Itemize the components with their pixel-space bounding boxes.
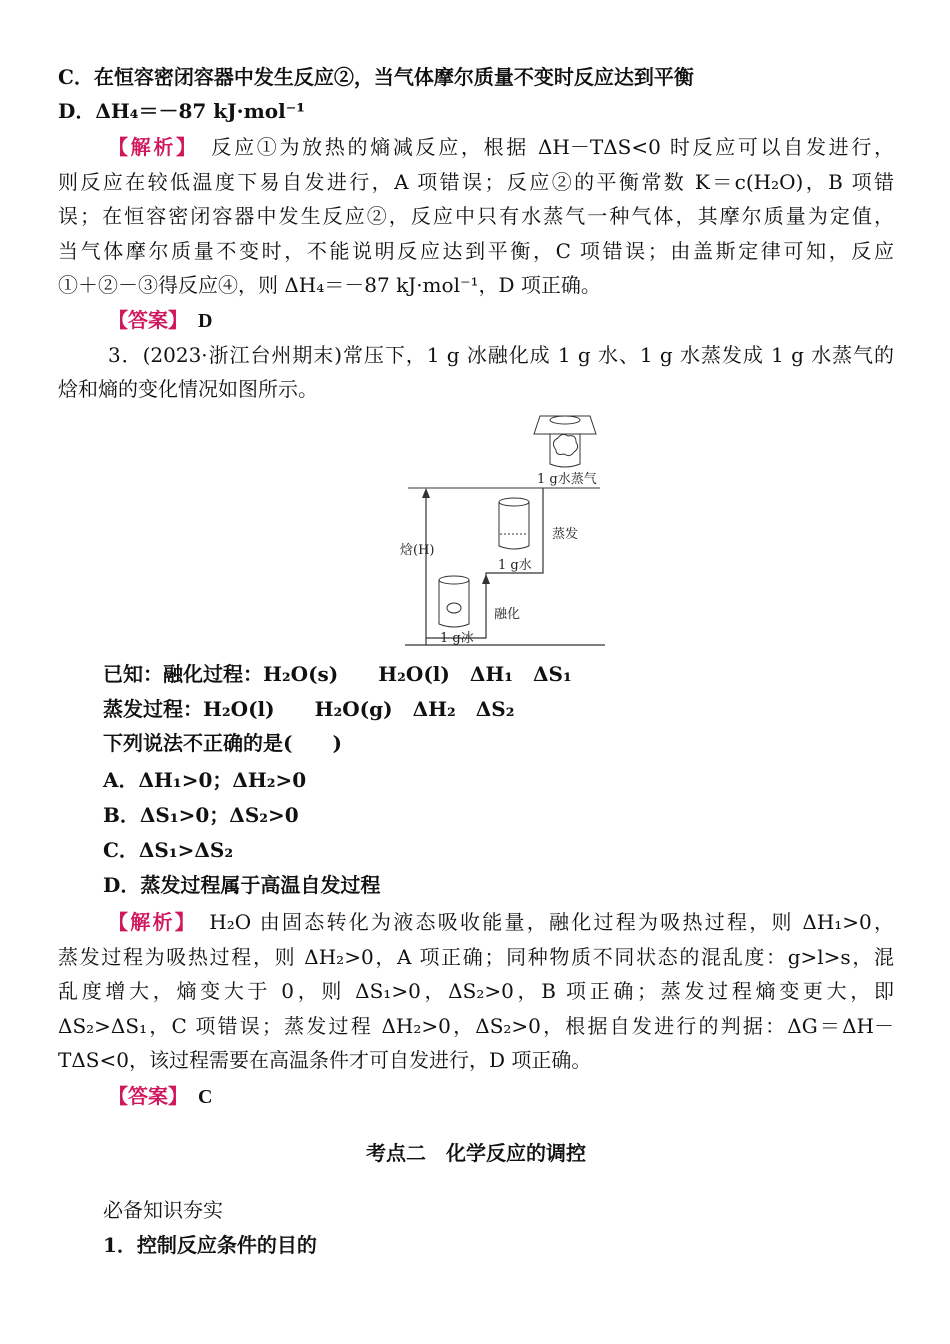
section-item-1: 1．控制反应条件的目的 (103, 1233, 317, 1257)
label-vapor: 1 g水蒸气 (537, 472, 597, 487)
q3-stem-line1: 3．(2023·浙江台州期末)常压下，1 g 冰融化成 1 g 水、1 g 水蒸发成 1 g 水蒸气的 (108, 343, 894, 367)
label-water: 1 g水 (498, 558, 532, 573)
axis-label: 焓(H) (400, 543, 435, 558)
label-melt: 融化 (494, 607, 521, 622)
explain1-line1: 【解析】 反应①为放热的熵减反应，根据 ΔH－TΔS<0 时反应可以自发进行， (108, 135, 895, 159)
q3-question: 下列说法不正确的是( ) (103, 731, 342, 755)
section-subtitle: 必备知识夯实 (103, 1198, 223, 1222)
explain1-line3: 误；在恒容密闭容器中发生反应②，反应中只有水蒸气一种气体，其摩尔质量为定值， (58, 204, 894, 228)
option-d-prev: D．ΔH₄＝－87 kJ·mol⁻¹ (58, 99, 306, 123)
q3-option-b: B．ΔS₁>0；ΔS₂>0 (103, 803, 299, 827)
label-evap: 蒸发 (552, 527, 579, 542)
ice-beaker (439, 576, 469, 627)
explain2-line4: ΔS₂>ΔS₁，C 项错误；蒸发过程 ΔH₂>0，ΔS₂>0，根据自发进行的判据：ΔG＝ΔH－ (58, 1014, 894, 1038)
explain2-line5: TΔS<0，该过程需要在高温条件才可自发进行，D 项正确。 (58, 1048, 592, 1072)
q3-stem-line2: 焓和熵的变化情况如图所示。 (58, 377, 318, 401)
answer-tag: 【答案】 (108, 308, 178, 332)
explain-tag: 【解析】 (108, 135, 189, 159)
q3-option-d: D．蒸发过程属于高温自发过程 (103, 873, 381, 897)
q3-option-a: A．ΔH₁>0；ΔH₂>0 (103, 768, 307, 792)
water-beaker (499, 498, 529, 549)
explain2-line3: 乱度增大，熵变大于 0，则 ΔS₁>0，ΔS₂>0，B 项正确；蒸发过程熵变更大，即 (58, 979, 894, 1003)
option-c-prev: C．在恒容密闭容器中发生反应②，当气体摩尔质量不变时反应达到平衡 (58, 65, 694, 89)
answer-value: D (198, 310, 213, 332)
q3-option-c: C．ΔS₁>ΔS₂ (103, 838, 234, 862)
explain-tag: 【解析】 (108, 910, 188, 934)
answer2 (108, 1079, 944, 1114)
known-melt: 已知：融化过程：H₂O(s) H₂O(l) ΔH₁ ΔS₁ (103, 662, 572, 686)
explain2-line2: 蒸发过程为吸热过程，则 ΔH₂>0，A 项正确；同种物质不同状态的混乱度：g>l>s，混 (58, 945, 894, 969)
explain2-line1: 【解析】 H₂O 由固态转化为液态吸收能量，融化过程为吸热过程，则 ΔH₁>0， (108, 910, 895, 934)
answer1 (108, 303, 944, 338)
section-title: 考点二 化学反应的调控 (366, 1141, 586, 1165)
vapor-beaker (534, 416, 596, 467)
label-ice: 1 g冰 (440, 631, 474, 646)
answer-tag: 【答案】 (108, 1084, 178, 1108)
explain1-line5: ①＋②－③得反应④，则 ΔH₄＝－87 kJ·mol⁻¹，D 项正确。 (58, 273, 601, 297)
enthalpy-figure (400, 406, 610, 652)
explain1-line4: 当气体摩尔质量不变时，不能说明反应达到平衡，C 项错误；由盖斯定律可知，反应 (58, 239, 894, 263)
known-evap: 蒸发过程：H₂O(l) H₂O(g) ΔH₂ ΔS₂ (103, 697, 515, 721)
answer-value: C (198, 1086, 213, 1108)
explain1-line2: 则反应在较低温度下易自发进行，A 项错误；反应②的平衡常数 K＝c(H₂O)，B 项错 (58, 170, 894, 194)
